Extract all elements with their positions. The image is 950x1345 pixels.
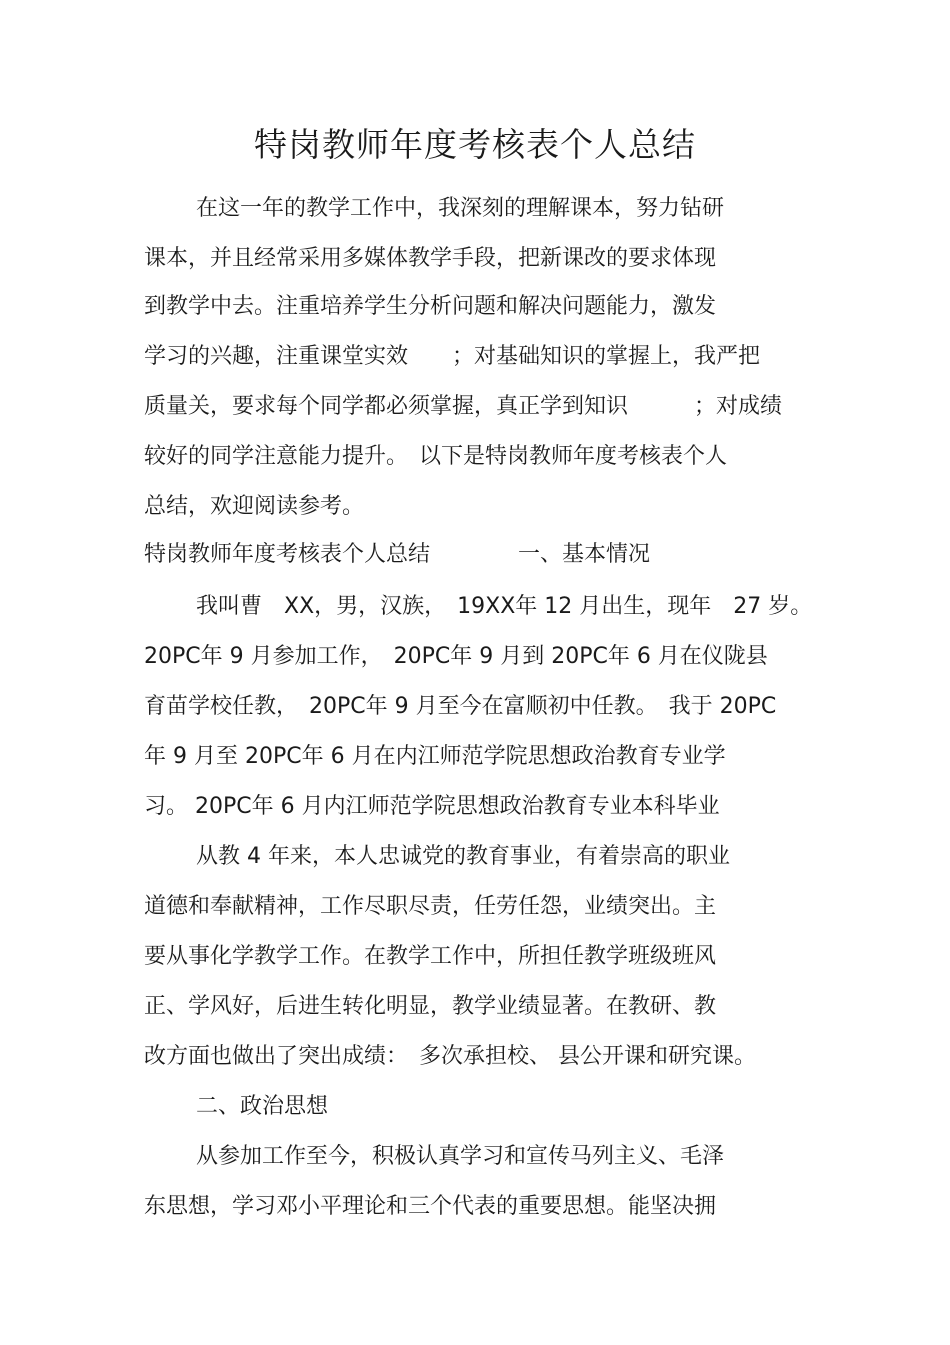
body-line: 总结，欢迎阅读参考。 (144, 494, 365, 519)
body-line: 道德和奉献精神，工作尽职尽责，任劳任怨，业绩突出。主 (144, 894, 717, 919)
body-line: 习。 20PC年 6 月内江师范学院思想政治教育专业本科毕业 (144, 794, 720, 819)
body-line: 东思想，学习邓小平理论和三个代表的重要思想。能坚决拥 (144, 1194, 717, 1219)
body-line: 从教 4 年来，本人忠诚党的教育事业，有着崇高的职业 (196, 844, 730, 869)
body-line: 到教学中去。注重培养学生分析问题和解决问题能力，激发 (144, 294, 717, 319)
body-line: 学习的兴趣，注重课堂实效 ；对基础知识的掌握上，我严把 (144, 344, 761, 369)
section-heading-line: 特岗教师年度考核表个人总结 一、基本情况 (144, 542, 651, 567)
body-line: 改方面也做出了突出成绩： 多次承担校、 县公开课和研究课。 (144, 1044, 756, 1069)
body-line: 质量关，要求每个同学都必须掌握，真正学到知识 ；对成绩 (144, 394, 783, 419)
section-heading: 二、政治思想 (196, 1094, 329, 1119)
body-line: 20PC年 9 月参加工作， 20PC年 9 月到 20PC年 6 月在仪陇县 (144, 644, 768, 669)
body-line: 在这一年的教学工作中，我深刻的理解课本，努力钻研 (196, 196, 725, 221)
document-title: 特岗教师年度考核表个人总结 (254, 125, 696, 164)
body-line: 较好的同学注意能力提升。 以下是特岗教师年度考核表个人 (144, 444, 728, 469)
body-line: 育苗学校任教， 20PC年 9 月至今在富顺初中任教。 我于 20PC (144, 694, 777, 719)
body-line: 我叫曹 XX，男，汉族， 19XX年 12 月出生，现年 27 岁。 (196, 594, 813, 619)
body-line: 要从事化学教学工作。在教学工作中，所担任教学班级班风 (144, 944, 717, 969)
body-line: 年 9 月至 20PC年 6 月在内江师范学院思想政治教育专业学 (144, 744, 726, 769)
body-line: 从参加工作至今，积极认真学习和宣传马列主义、毛泽 (196, 1144, 725, 1169)
body-line: 正、学风好，后进生转化明显，教学业绩显著。在教研、教 (144, 994, 717, 1019)
body-line: 课本，并且经常采用多媒体教学手段，把新课改的要求体现 (144, 246, 717, 271)
